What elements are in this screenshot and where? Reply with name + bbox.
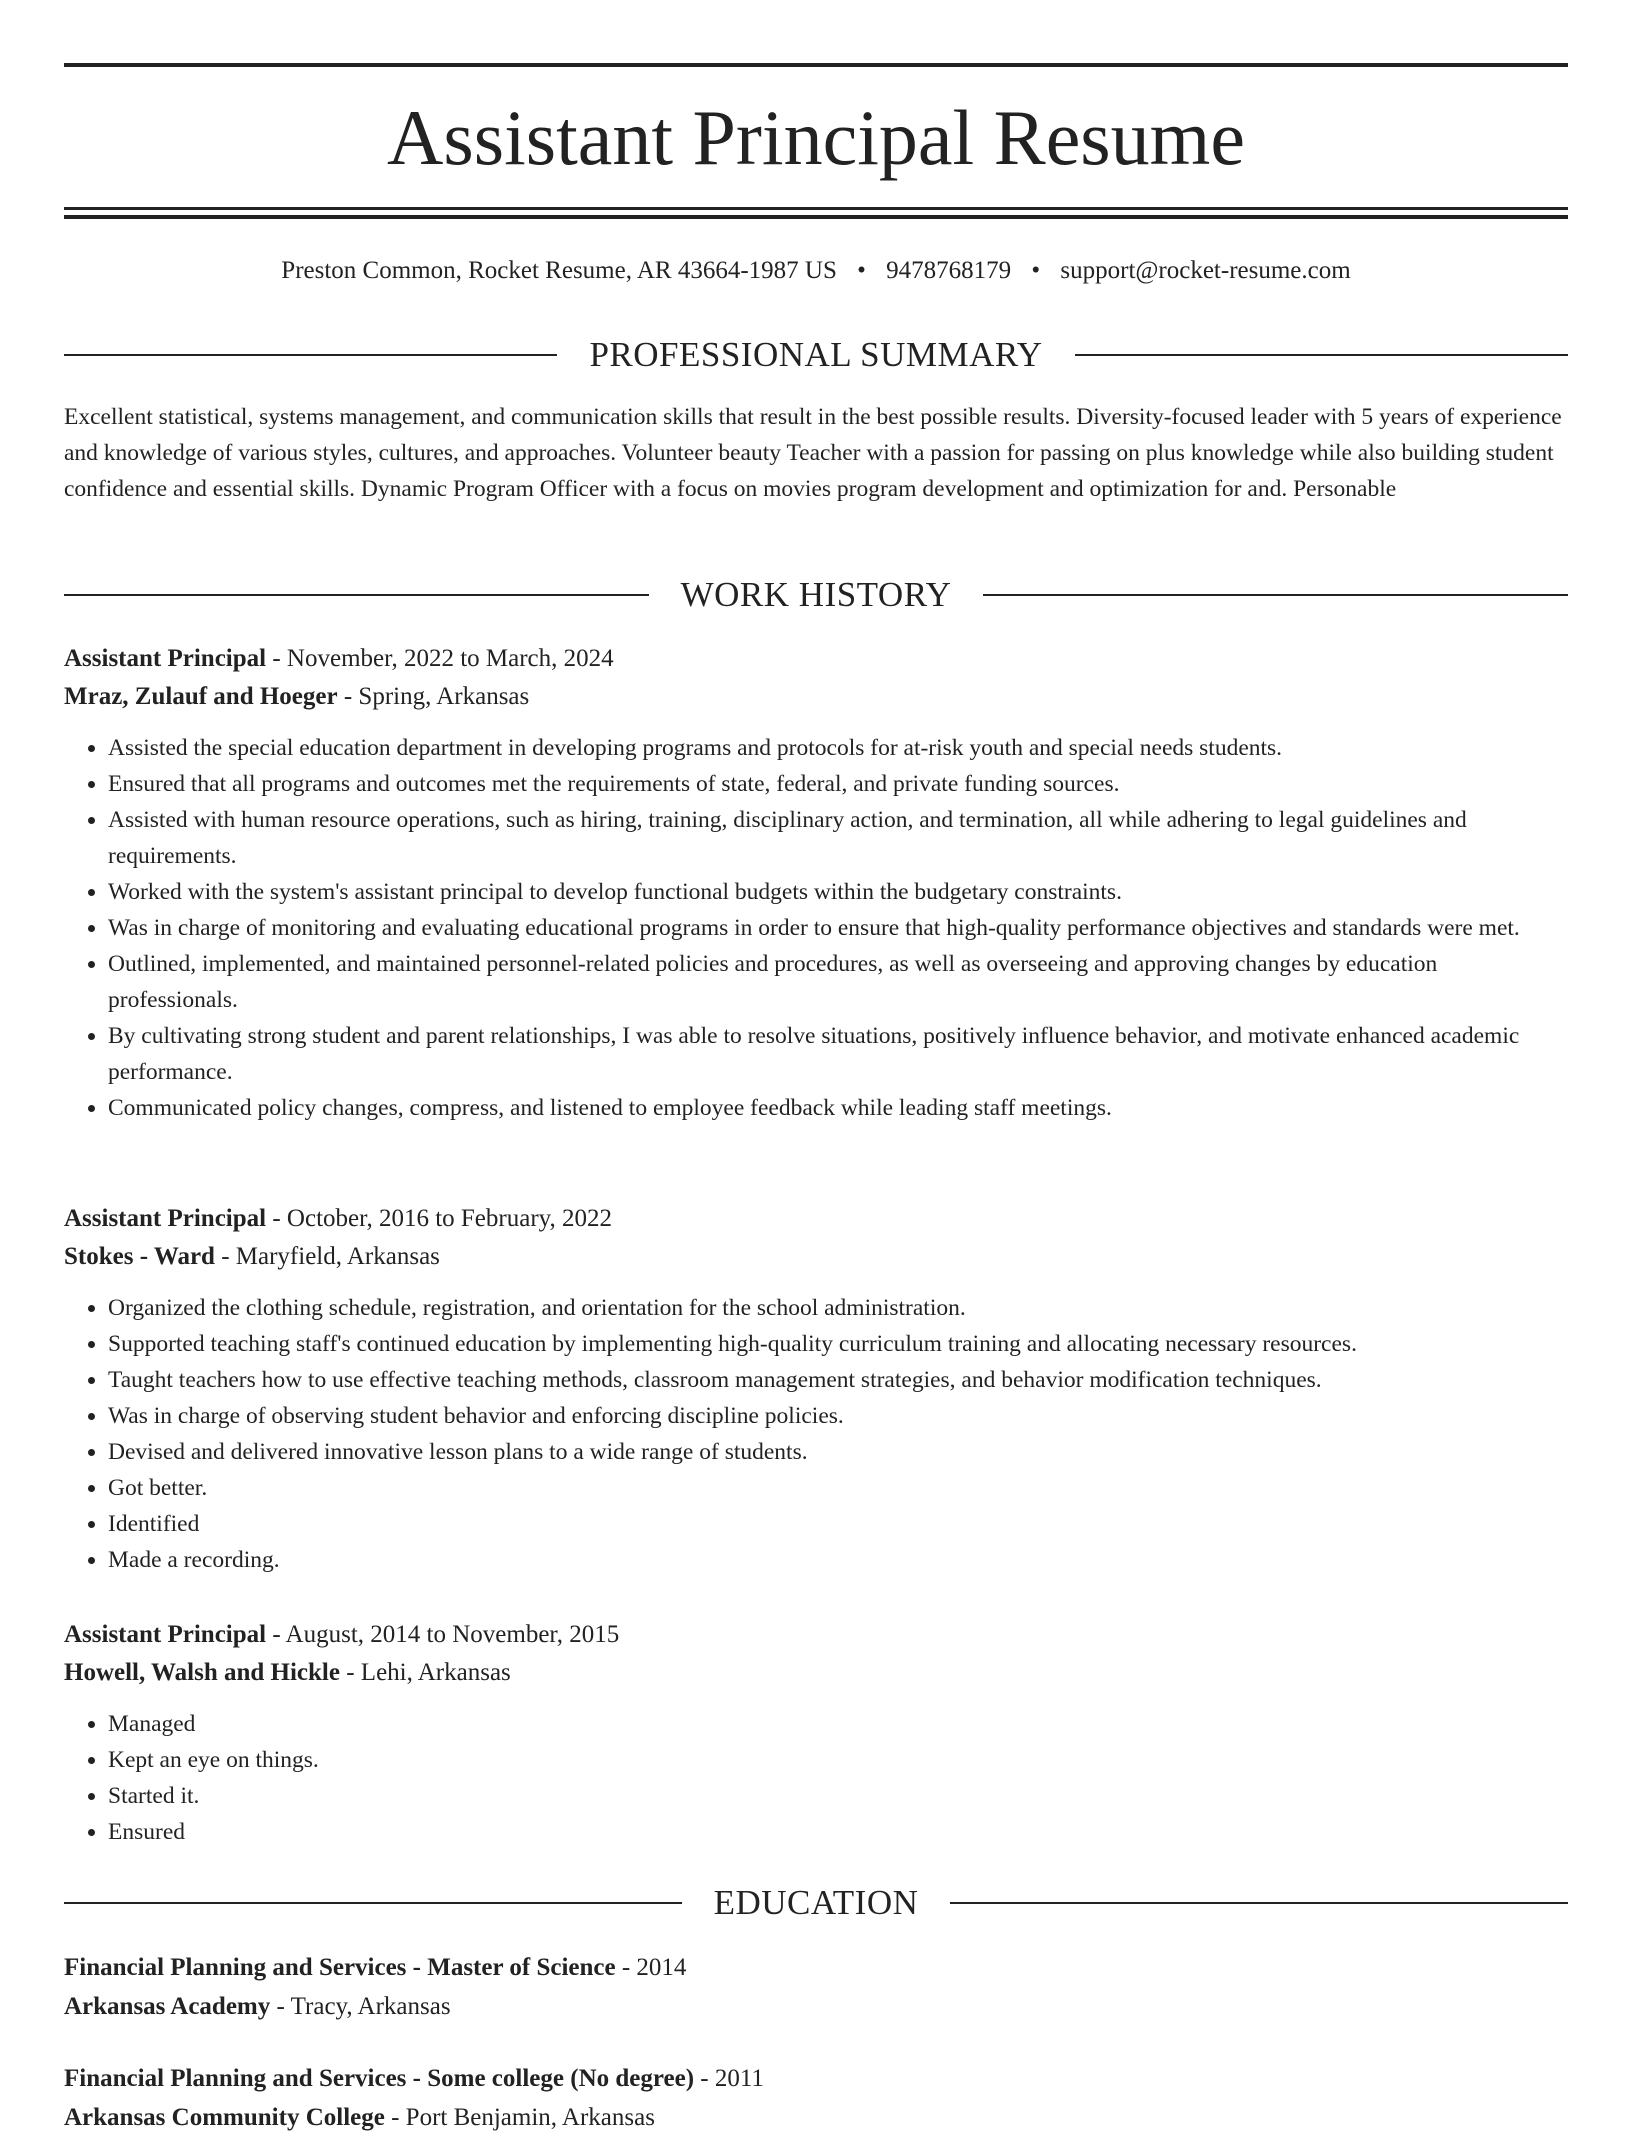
section-title-education: EDUCATION	[713, 1883, 919, 1922]
job-location: - Spring, Arkansas	[337, 683, 530, 710]
job-bullet: • Ensured	[108, 1814, 1568, 1850]
section-title-work: WORK HISTORY	[680, 575, 952, 614]
job-bullet: • Assisted with human resource operations, such as hiring, training, disciplinary action, and termination, all while adhering to legal guidelines and requirements.	[108, 802, 1568, 874]
job-bullet: • Outlined, implemented, and maintained personnel-related policies and procedures, as well as overseeing and approving changes by education professionals.	[108, 946, 1568, 1018]
education-year: - 2011	[694, 2065, 764, 2092]
heading-rule	[64, 354, 557, 356]
job-title: Assistant Principal	[64, 645, 267, 672]
job-bullet: • Was in charge of monitoring and evaluating educational programs in order to ensure that high-quality performance objectives and standards were met.	[108, 910, 1568, 946]
education-degree: Financial Planning and Services - Some college (No degree)	[64, 2065, 695, 2092]
section-heading-summary	[64, 333, 1568, 377]
job-bullet: • Ensured that all programs and outcomes met the requirements of state, federal, and private funding sources.	[108, 766, 1568, 802]
education-year: - 2014	[615, 1954, 687, 1981]
job-bullet: • Made a recording.	[108, 1542, 1568, 1578]
job-title-line	[64, 1616, 1568, 1654]
job-bullet: • Managed	[108, 1706, 1568, 1742]
title-rule-lower	[64, 215, 1568, 219]
education-degree-line	[64, 2059, 1568, 2098]
job-bullet: • Taught teachers how to use effective teaching methods, classroom management strategies, and behavior modification techniques.	[108, 1362, 1568, 1398]
education-school: Arkansas Academy	[64, 1993, 271, 2020]
education-entry	[64, 1948, 1568, 2026]
education-school-line	[64, 2098, 1568, 2137]
job-entry	[64, 640, 1568, 1126]
job-company: Stokes - Ward	[64, 1243, 215, 1270]
education-school: Arkansas Community College	[64, 2104, 385, 2131]
job-dates: - October, 2016 to February, 2022	[266, 1205, 613, 1232]
job-entry	[64, 1200, 1568, 1578]
job-company-line	[64, 1238, 1568, 1276]
job-location: - Maryfield, Arkansas	[214, 1243, 440, 1270]
job-bullet: • Assisted the special education department in developing programs and protocols for at-risk youth and special needs students.	[108, 730, 1568, 766]
job-bullet: • Was in charge of observing student behavior and enforcing discipline policies.	[108, 1398, 1568, 1434]
section-title-summary: PROFESSIONAL SUMMARY	[589, 335, 1043, 374]
education-entry	[64, 2059, 1568, 2137]
education-degree: Financial Planning and Services - Master of Science	[64, 1954, 616, 1981]
job-dates: - August, 2014 to November, 2015	[266, 1621, 620, 1648]
job-bullets	[64, 1290, 1568, 1578]
job-bullet: • By cultivating strong student and parent relationships, I was able to resolve situations, positively influence behavior, and motivate enhanced academic performance.	[108, 1018, 1568, 1090]
contact-separator: •	[857, 257, 866, 284]
job-title: Assistant Principal	[64, 1621, 267, 1648]
resume-title: Assistant Principal Resume	[387, 94, 1245, 181]
education-degree-line	[64, 1948, 1568, 1987]
job-company-line	[64, 678, 1568, 716]
job-company: Mraz, Zulauf and Hoeger	[64, 683, 338, 710]
heading-rule	[64, 594, 649, 596]
contact-phone: 9478768179	[886, 257, 1012, 284]
heading-rule	[1075, 354, 1568, 356]
job-title: Assistant Principal	[64, 1205, 267, 1232]
job-bullet: • Identified	[108, 1506, 1568, 1542]
job-company-line	[64, 1654, 1568, 1692]
education-school-line	[64, 1987, 1568, 2026]
job-bullet: • Kept an eye on things.	[108, 1742, 1568, 1778]
job-bullet: • Devised and delivered innovative lesson plans to a wide range of students.	[108, 1434, 1568, 1470]
contact-separator: •	[1031, 257, 1041, 284]
job-bullet: • Got better.	[108, 1470, 1568, 1506]
job-bullets	[64, 1706, 1568, 1850]
job-bullet: • Communicated policy changes, compress, and listened to employee feedback while leading staff meetings.	[108, 1090, 1568, 1126]
contact-address: Preston Common, Rocket Resume, AR 43664-1987 US	[281, 257, 837, 284]
job-location: - Lehi, Arkansas	[339, 1659, 511, 1686]
job-company: Howell, Walsh and Hickle	[64, 1659, 340, 1686]
top-rule	[64, 63, 1568, 67]
job-title-line	[64, 640, 1568, 678]
section-heading-education	[64, 1881, 1568, 1925]
job-entry	[64, 1616, 1568, 1850]
summary-text: Excellent statistical, systems management, and communication skills that result in the best possible results. Diversity-focused leader with 5 years of experience and knowledge of various styles, cultures, and approaches. Volunteer beauty Teacher with a passion for passing on plus knowledge while also building student confidence and essential skills. Dynamic Program Officer with a focus on movies program development and optimization for and. Personable	[64, 404, 1562, 502]
education-location: - Port Benjamin, Arkansas	[384, 2104, 655, 2131]
heading-rule	[983, 594, 1568, 596]
job-bullet: • Worked with the system's assistant principal to develop functional budgets within the budgetary constraints.	[108, 874, 1568, 910]
job-title-line	[64, 1200, 1568, 1238]
job-bullets	[64, 730, 1568, 1126]
title-rule-upper	[64, 207, 1568, 210]
contact-email: support@rocket-resume.com	[1060, 257, 1351, 284]
job-bullet: • Supported teaching staff's continued education by implementing high-quality curriculum training and allocating necessary resources.	[108, 1326, 1568, 1362]
job-dates: - November, 2022 to March, 2024	[266, 645, 614, 672]
contact-line	[64, 254, 1568, 288]
section-heading-work	[64, 573, 1568, 617]
education-location: - Tracy, Arkansas	[270, 1993, 451, 2020]
heading-rule	[64, 1902, 682, 1904]
heading-rule	[950, 1902, 1568, 1904]
job-bullet: • Organized the clothing schedule, registration, and orientation for the school administration.	[108, 1290, 1568, 1326]
job-bullet: • Started it.	[108, 1778, 1568, 1814]
